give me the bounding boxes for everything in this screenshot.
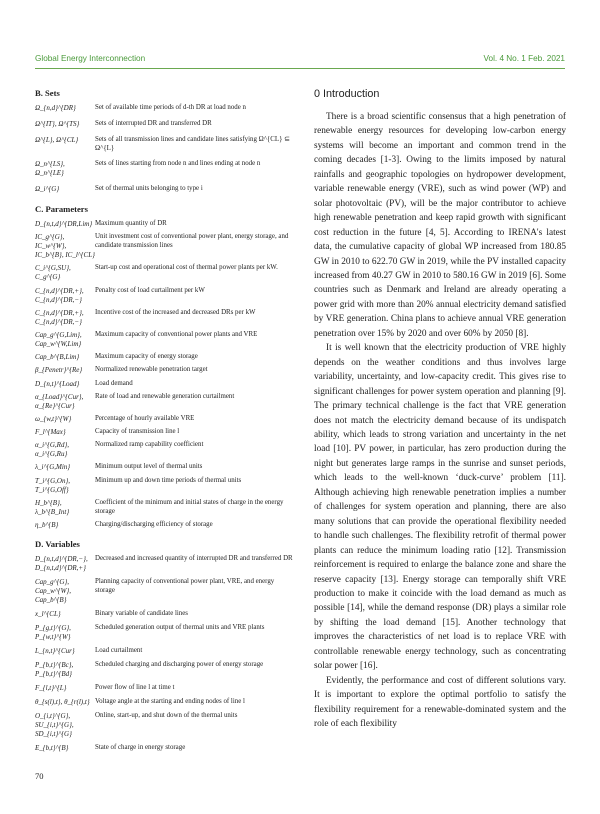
nomenclature-row <box>35 379 295 389</box>
nomenclature-symbol: β_{Penetr}^{Re} <box>35 366 83 375</box>
nomenclature-description: Sets of interrupted DR and transferred DR <box>95 120 212 127</box>
nomenclature-row <box>35 476 295 495</box>
nomenclature-description: Decreased and increased quantity of interrupted DR and transferred DR <box>95 555 293 562</box>
nomenclature-symbol: Cap_b^{B,Lim} <box>35 353 80 362</box>
nomenclature-row <box>35 623 295 642</box>
nomenclature-row <box>35 427 295 437</box>
nomenclature-symbol: η_b^{B} <box>35 521 59 529</box>
nomenclature-symbol: Ω^{IT}, Ω^{TS} <box>35 120 80 128</box>
nomenclature-description: Planning capacity of conventional power plant, VRE, and energy storage <box>95 578 275 594</box>
nomenclature-description: Charging/discharging efficiency of storage <box>95 521 213 528</box>
nomenclature-symbol: P_{g,t}^{G}, P_{w,t}^{W} <box>35 624 71 641</box>
volume-info: Vol. 4 No. 1 Feb. 2021 <box>483 54 565 63</box>
nomenclature-row <box>35 609 295 619</box>
nomenclature-description: Scheduled generation output of thermal units and VRE plants <box>95 624 265 631</box>
nomenclature-description: Load curtailment <box>95 647 143 654</box>
nomenclature-symbol: E_{b,t}^{B} <box>35 744 69 752</box>
nomenclature-symbol: L_{n,t}^{Cur} <box>35 647 75 655</box>
nomenclature-row <box>35 103 295 113</box>
nomenclature-description: Normalized renewable penetration target <box>95 366 208 374</box>
nomenclature-row <box>35 308 295 327</box>
nomenclature-symbol: T_i^{G,On}, T_i^{G,Off} <box>35 476 70 494</box>
nomenclature-description: Maximum quantity of DR <box>95 220 167 227</box>
nomenclature-row <box>35 660 295 679</box>
nomenclature-symbol: C_{n,d}^{DR,+}, C_{n,d}^{DR,−} <box>35 286 84 304</box>
nomenclature-symbol: O_{i,t}^{G}, SU_{i,t}^{G}, SD_{i,t}^{G} <box>35 712 74 738</box>
nomenclature-symbol: C_{n,d}^{DR,+}, C_{n,d}^{DR,−} <box>35 308 84 326</box>
nomenclature-symbol: C_i^{G,SU}, C_g^{G} <box>35 264 71 282</box>
nomenclature-row <box>35 414 295 424</box>
nomenclature-description: Percentage of hourly available VRE <box>95 414 195 422</box>
intro-paragraph: Evidently, the performance and cost of different solutions vary. It is important to explore the optimal portfolio to satisfy the flexibility requirement for a renewable-dominated system and the role of each flexibility <box>314 675 566 730</box>
nomenclature-row <box>35 159 295 178</box>
nomenclature-description: Minimum up and down time periods of thermal units <box>95 476 242 484</box>
variables-section <box>35 539 295 753</box>
nomenclature-symbol: λ_i^{G,Min} <box>35 463 71 472</box>
parameters-section <box>35 204 295 530</box>
nomenclature-description: Scheduled charging and discharging power of energy storage <box>95 661 264 668</box>
nomenclature-symbol: α_{Load}^{Cur}, α_{Re}^{Cur} <box>35 392 84 410</box>
nomenclature-description: Load demand <box>95 379 133 387</box>
section-heading: 0 Introduction <box>314 88 380 100</box>
nomenclature-symbol: F_{l,t}^{L} <box>35 684 67 692</box>
nomenclature-symbol: F_l^{Max} <box>35 428 66 437</box>
section-title: D. Variables <box>35 539 80 549</box>
nomenclature-symbol: H_b^{B}, λ_b^{B_Int} <box>35 498 70 516</box>
intro-paragraph: There is a broad scientific consensus that a high penetration of renewable energy resources for developing low-carbon energy systems will become an important and common trend in the coming decades [1-3]. Owing to the limits imposed by natural rainfalls and geographic topologies on hydropower development, variable renewable energy (VRE), such as wind power (WP) and solar photovoltaic (PV), will be the major contributor to achieve high renewable penetration and keep rapid growth with significant cost reduction in the future [4, 5]. According to IRENA's latest data, the cumulative capacity of global WP increased from 180.85 GW in 2010 to 622.70 GW in 2019, while the PV installed capacity increased from 40.27 GW in 2010 to 580.16 GW in 2019 [6]. Some countries such as Denmark and Ireland are already operating a power grid with more than 20% annual electricity demand satisfied by VRE generation. China plans to achieve annual VRE generation penetration over 15% by 2020 and over 60% by 2050 [8]. <box>314 112 566 339</box>
nomenclature-symbol: θ_{s(l),t}, θ_{r(l),t} <box>35 698 90 706</box>
nomenclature-row <box>35 577 295 605</box>
running-header <box>35 54 565 68</box>
nomenclature-symbol: Ω_i^{G} <box>35 185 60 193</box>
nomenclature-row <box>35 646 295 656</box>
nomenclature-row <box>35 711 295 739</box>
nomenclature-description: Set of thermal units belonging to type i <box>95 185 203 192</box>
nomenclature-row <box>35 365 295 375</box>
nomenclature-symbol: Ω^{L}, Ω^{CL} <box>35 136 79 144</box>
nomenclature-description: Capacity of transmission line l <box>95 428 180 436</box>
nomenclature-row <box>35 352 295 362</box>
nomenclature-description: Normalized ramp capability coefficient <box>95 441 204 449</box>
section-title: B. Sets <box>35 88 60 98</box>
nomenclature-description: Unit investment cost of conventional power plant, energy storage, and candidate transmission lines <box>95 233 289 250</box>
nomenclature-row <box>35 286 295 305</box>
nomenclature-description: Incentive cost of the increased and decreased DRs per kW <box>95 308 256 316</box>
nomenclature-symbol: ω_{w,t}^{W} <box>35 414 72 423</box>
nomenclature-description: Online, start-up, and shut down of the thermal units <box>95 712 238 719</box>
nomenclature-description: Binary variable of candidate lines <box>95 610 188 617</box>
nomenclature-row <box>35 232 295 260</box>
nomenclature-symbol: D_{n,t}^{Load} <box>35 379 80 388</box>
nomenclature-description: Sets of lines starting from node n and lines ending at node n <box>95 160 261 167</box>
journal-name: Global Energy Interconnection <box>35 54 146 63</box>
nomenclature-symbol: Cap_g^{G}, Cap_w^{W}, Cap_b^{B} <box>35 578 71 604</box>
introduction-column <box>314 88 566 731</box>
nomenclature-row <box>35 135 295 153</box>
nomenclature-symbol: IC_g^{G}, IC_w^{W}, IC_b^{B}, IC_l^{CL} <box>35 233 95 260</box>
nomenclature-row <box>35 697 295 707</box>
nomenclature-row <box>35 330 295 349</box>
nomenclature-row <box>35 392 295 411</box>
nomenclature-description: Power flow of line l at time t <box>95 684 175 691</box>
nomenclature-description: Voltage angle at the starting and ending nodes of line l <box>95 698 245 705</box>
nomenclature-row <box>35 119 295 129</box>
nomenclature-row <box>35 184 295 194</box>
nomenclature-row <box>35 498 295 517</box>
nomenclature-description: Maximum capacity of conventional power plants and VRE <box>95 330 258 338</box>
nomenclature-symbol: Cap_g^{G,Lim}, Cap_w^{W,Lim} <box>35 330 82 348</box>
nomenclature-symbol: D_{n,t,d}^{DR,−}, D_{n,t,d}^{DR,+} <box>35 555 88 572</box>
nomenclature-description: Start-up cost and operational cost of thermal power plants per kW. <box>95 264 278 272</box>
nomenclature-row <box>35 743 295 753</box>
nomenclature-symbol: Ω_n^{LS}, Ω_n^{LE} <box>35 160 65 177</box>
nomenclature-row <box>35 554 295 573</box>
nomenclature-symbol: α_i^{G,Rd}, α_i^{G,Ru} <box>35 441 70 459</box>
nomenclature-description: Rate of load and renewable generation curtailment <box>95 392 235 400</box>
nomenclature-row <box>35 440 295 459</box>
header-rule <box>35 68 565 69</box>
nomenclature-description: Coefficient of the minimum and initial states of charge in the energy storage <box>95 498 284 515</box>
nomenclature-row <box>35 263 295 282</box>
nomenclature-description: Sets of all transmission lines and candidate lines satisfying Ω^{CL} ⊆ Ω^{L} <box>95 136 290 152</box>
nomenclature-column <box>35 88 295 757</box>
nomenclature-description: State of charge in energy storage <box>95 744 186 751</box>
nomenclature-row <box>35 219 295 229</box>
nomenclature-description: Penalty cost of load curtailment per kW <box>95 286 205 294</box>
nomenclature-description: Set of available time periods of d-th DR at load node n <box>95 104 246 111</box>
nomenclature-symbol: P_{b,t}^{Bc}, P_{b,t}^{Bd} <box>35 661 74 678</box>
intro-paragraph: It is well known that the electricity production of VRE highly depends on the weather conditions and thus involves large variability, uncertainty, and low-capacity credit. This gives rise to significant challenges for power system operation and planning [9]. The primary technical challenge is the fact that VRE generation does not match the electricity demand because of its undispatch ability, which leads to strong variation and uncertainty in the net load [10]. PV power, in particular, has zero production during the night but generates large ramps in the sunrise and sunset periods, which leads to the well-known ‘duck-curve’ problem [11]. Although achieving high renewable penetration implies a number of challenges for system operation and planning, there are also many solutions that can provide the operational flexibility needed to handle such challenges. The flexibility retrofit of thermal power plants can reduce the minimum loading ratio [12]. Transmission reinforcement is required to enlarge the balance zone and share the reserve capacity [13]. Energy storage can temporally shift VRE production to make it coincide with the load demand as much as possible [14], while the demand response (DR) plays a similar role by shifting the load demand [15]. Another technology that improves the characteristics of net load is to replace VRE with controllable renewable energy technology, such as concentrating solar power [16]. <box>314 343 566 672</box>
sets-section <box>35 88 295 194</box>
nomenclature-symbol: Ω_{n,d}^{DR} <box>35 104 76 112</box>
nomenclature-row <box>35 520 295 530</box>
section-title: C. Parameters <box>35 204 88 214</box>
nomenclature-symbol: x_l^{CL} <box>35 610 61 618</box>
nomenclature-description: Maximum capacity of energy storage <box>95 353 198 361</box>
nomenclature-row <box>35 462 295 472</box>
nomenclature-row <box>35 683 295 693</box>
nomenclature-symbol: D_{n,t,d}^{DR,Lim} <box>35 220 93 228</box>
page-number: 70 <box>35 771 44 781</box>
nomenclature-description: Minimum output level of thermal units <box>95 463 203 471</box>
